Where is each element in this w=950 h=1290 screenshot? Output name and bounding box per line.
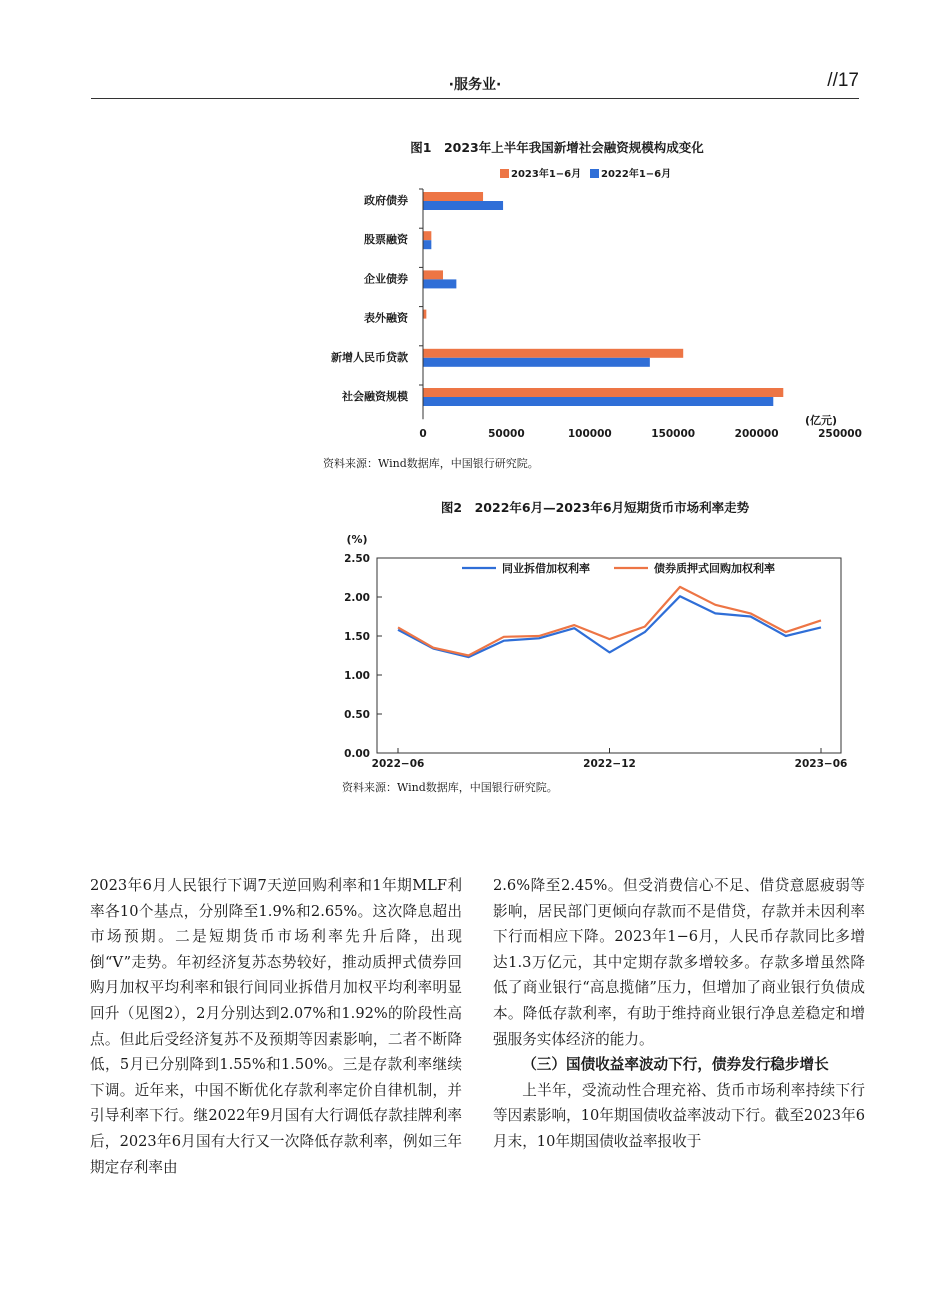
x-tick-label: 150000 [651,428,696,440]
chart2-source: 资料来源：Wind数据库，中国银行研究院。 [342,781,558,794]
legend-label-0: 同业拆借加权利率 [502,562,590,575]
figure1-bar-chart [0,130,950,475]
bar-2023 [423,349,683,358]
series-line-interbank-lending [398,596,821,657]
x-tick-label: 250000 [818,428,862,440]
paragraph-right-1: 2.6%降至2.45%。但受消费信心不足、借贷意愿疲弱等影响，居民部门更倾向存款而不是借贷，存款并未因利率下行而相应下降。2023年1−6月，人民币存款同比多增达1.3万亿元，其中定期存款多增较多。存款多增虽然降低了商业银行“高息揽储”压力，但增加了商业银行负债成本。降低存款利率，有助于维持商业银行净息差稳定和增强服务实体经济的能力。 [493,877,865,1048]
figure2-line-chart [0,490,950,805]
category-label: 企业债券 [364,272,408,286]
x-tick-label: 2022−12 [583,758,636,770]
chart1-title: 图1 2023年上半年我国新增社会融资规模构成变化 [410,140,704,155]
category-label: 表外融资 [364,311,408,325]
subheading-bond-yield: （三）国债收益率波动下行，债券发行稳步增长 [522,1056,829,1074]
category-label: 股票融资 [364,233,408,247]
page-number: //17 [827,70,859,91]
y-tick-label: 1.50 [344,631,370,643]
y-tick-label: 2.00 [344,592,370,604]
chart1-legend [500,167,671,180]
x-tick-label: 2023−06 [794,758,848,770]
y-tick-label: 1.00 [344,670,370,682]
header-rule [91,98,859,99]
bar-2022 [423,397,773,406]
bar-2023 [423,388,783,397]
y-tick-label: 0.00 [344,748,370,760]
category-label: 政府债券 [364,194,408,207]
legend-swatch-0 [500,169,509,178]
bar-2022 [423,279,456,288]
chart1-unit: (亿元) [804,414,838,427]
paragraph-left: 2023年6月人民银行下调7天逆回购利率和1年期MLF利率各10个基点，分别降至1.9%和2.65%。这次降息超出市场预期。二是短期货币市场利率先升后降，出现倒“V”走势。年初经济复苏态势较好，推动质押式债券回购月加权平均利率和银行间同业拆借月加权平均利率明显回升（见图2），2月分别达到2.07%和1.92%的阶段性高点。但此后受经济复苏不及预期等因素影响，二者不断降低，5月已分别降到1.55%和1.50%。三是存款利率继续下调。近年来，中国不断优化存款利率定价自律机制，并引导利率下行。继2022年9月国有大行调低存款挂牌利率后，2023年6月国有大行又一次降低存款利率，例如三年期定存利率由 [90,877,462,1176]
bar-2022 [423,201,503,210]
bar-2023 [423,192,483,201]
x-tick-label: 100000 [567,428,612,440]
body-right-column [493,873,865,1155]
x-tick-label: 2022−06 [371,758,425,770]
body-left-column [90,873,462,1180]
legend-label-0: 2023年1−6月 [511,169,582,180]
bar-2023 [423,310,426,319]
x-tick-label: 50000 [488,428,525,440]
chart2-ylabel: (%) [346,533,368,546]
section-header: ·服务业· [448,77,502,93]
chart2-plot-frame [377,558,841,753]
paragraph-right-2: 上半年，受流动性合理充裕、货币市场利率持续下行等因素影响，10年期国债收益率波动下行。截至2023年6月末，10年期国债收益率报收于 [493,1081,865,1150]
bar-2022 [423,240,431,249]
legend-label-1: 2022年1−6月 [601,169,672,180]
bar-2023 [423,231,431,240]
x-tick-label: 0 [419,428,427,440]
y-tick-label: 2.50 [344,553,370,565]
bar-2022 [423,358,650,367]
category-label: 新增人民币贷款 [331,350,408,364]
legend-label-1: 债券质押式回购加权利率 [654,562,775,575]
y-tick-label: 0.50 [344,709,370,721]
chart2-legend [462,561,775,575]
chart2-title: 图2 2022年6月—2023年6月短期货币市场利率走势 [440,500,750,515]
chart1-source: 资料来源：Wind数据库，中国银行研究院。 [323,457,539,470]
bar-2023 [423,270,443,279]
x-tick-label: 200000 [734,428,779,440]
category-label: 社会融资规模 [342,390,408,403]
legend-swatch-1 [590,169,599,178]
